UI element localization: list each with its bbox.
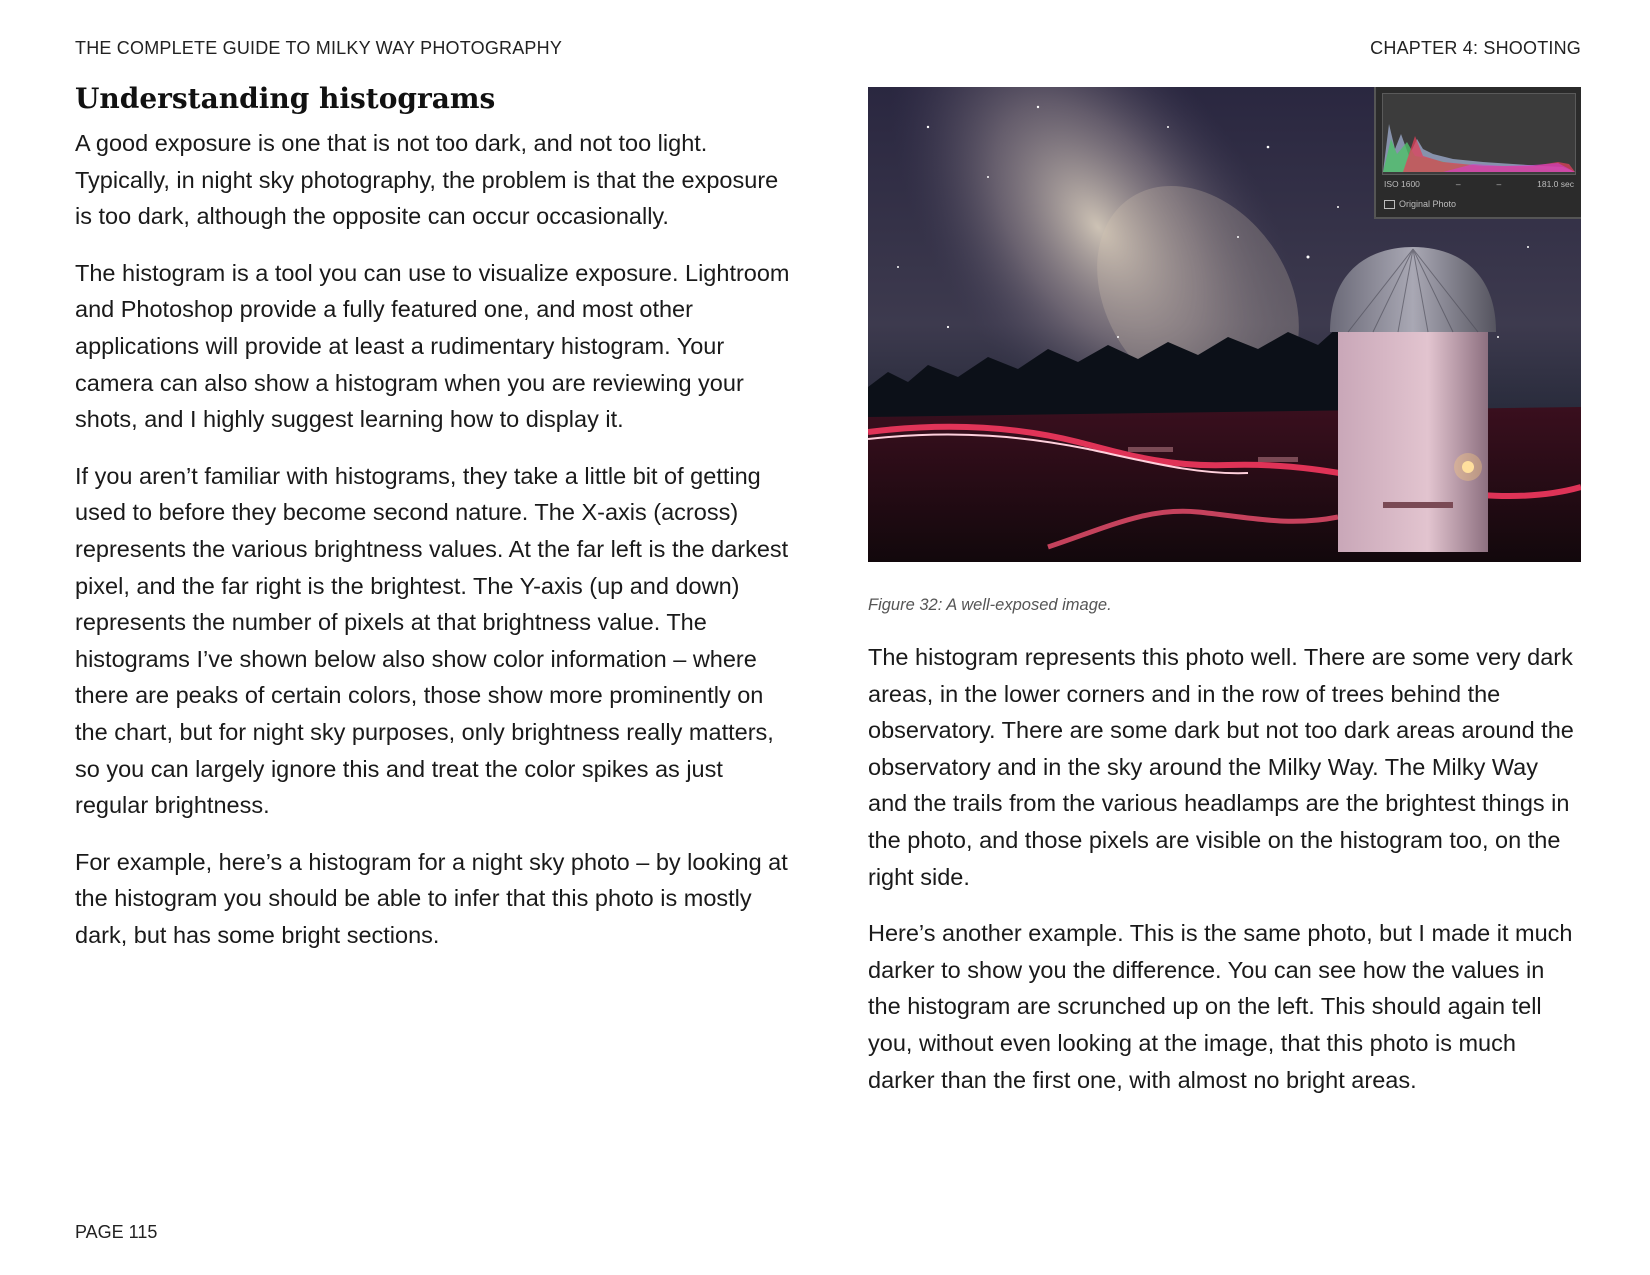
body-paragraph: The histogram represents this photo well. There are some very dark areas, in the lower corners and in the row of trees behind the observatory. There are some dark but not too dark areas around the observatory and in the sky around the Milky Way. The Milky Way and the trails from the various headlamps are the brightest things in the photo, and those pixels are visible on the histogram too, on the right side. xyxy=(868,644,1574,890)
body-paragraph: For example, here’s a histogram for a night sky photo – by looking at the histogram you should be able to infer that this photo is mostly dark, but has some bright sections. xyxy=(75,848,788,948)
histogram-exif-row xyxy=(1384,179,1574,189)
body-paragraph: Here’s another example. This is the same photo, but I made it much darker to show you the difference. You can see how the values in the histogram are scrunched up on the left. This should again tell you, without even looking at the image, that this photo is much darker than the first one, with almost no bright areas. xyxy=(868,920,1573,1093)
original-photo-label: Original Photo xyxy=(1399,199,1457,209)
right-column xyxy=(868,87,1583,1118)
left-column xyxy=(75,82,795,973)
running-header-title: THE COMPLETE GUIDE TO MILKY WAY PHOTOGRAPHY xyxy=(75,38,563,58)
body-paragraph: A good exposure is one that is not too dark, and not too light. Typically, in night sky photography, the problem is that the exposure is too dark, although the opposite can occur occasionally. xyxy=(75,130,779,230)
histogram-curves xyxy=(1383,94,1575,174)
histogram-chart xyxy=(1382,93,1576,175)
checkbox-icon xyxy=(1384,200,1395,209)
exif-dash: – xyxy=(1455,179,1461,189)
body-paragraph: If you aren’t familiar with histograms, they take a little bit of getting used to before they become second nature. The X-axis (across) represents the various brightness values. At the far left is the darkest pixel, and the far right is the brightest. The Y-axis (up and down) represents the number of pixels at that brightness value. The histograms I’ve shown below also show color information – where there are peaks of certain colors, those show more prominently on the chart, but for night sky purposes, only brightness really matters, so you can largely ignore this and treat the color spikes as just regular brightness. xyxy=(75,462,789,819)
histogram-overlay xyxy=(1374,87,1581,219)
figure-caption: Figure 32: A well-exposed image. xyxy=(868,596,1112,614)
original-photo-toggle xyxy=(1384,199,1456,209)
body-paragraph: The histogram is a tool you can use to visualize exposure. Lightroom and Photoshop provide a fully featured one, and most other applications will provide at least a rudimentary histogram. Your camera can also show a histogram when you are reviewing your shots, and I highly suggest learning how to display it. xyxy=(75,259,790,433)
section-title: Understanding histograms xyxy=(75,82,496,115)
exif-dash: – xyxy=(1496,179,1502,189)
page-number: PAGE 115 xyxy=(75,1222,158,1242)
shutter-value: 181.0 sec xyxy=(1537,179,1574,189)
running-header-chapter: CHAPTER 4: SHOOTING xyxy=(1370,38,1581,58)
iso-value: ISO 1600 xyxy=(1384,179,1420,189)
milky-way-observatory-photo xyxy=(868,87,1581,562)
